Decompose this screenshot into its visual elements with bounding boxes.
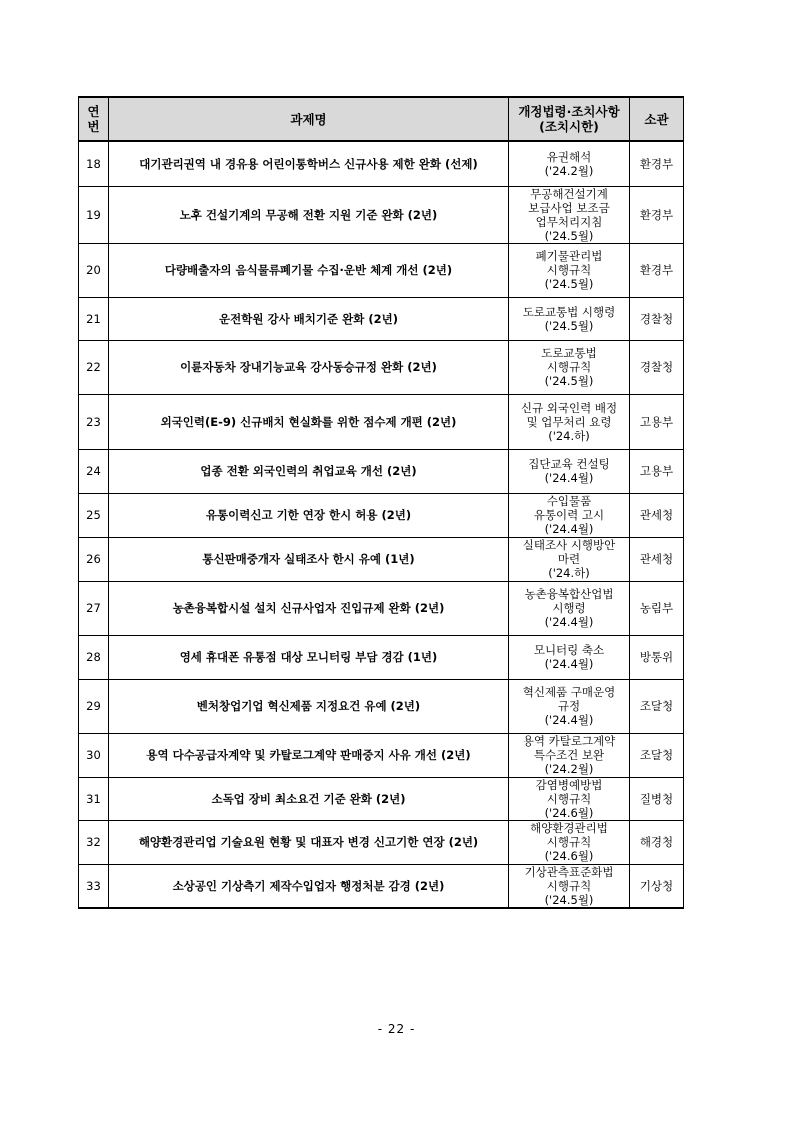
task-title: 노후 건설기계의 무공해 전환 지원 기준 완화 (2년): [109, 186, 509, 243]
table-row: [79, 297, 684, 340]
law-measure: [509, 297, 630, 340]
law-measure-line: 마련: [557, 552, 581, 566]
row-number: 32: [79, 820, 109, 864]
task-title: 영세 휴대폰 유통점 대상 모니터링 부담 경감 (1년): [109, 635, 509, 679]
task-title: 유통이력신고 기한 연장 한시 허용 (2년): [109, 493, 509, 537]
law-measure: [509, 394, 630, 449]
law-measure-line: 및 업무처리 요령: [526, 414, 612, 429]
responsible-agency: 관세청: [630, 537, 684, 581]
law-measure-line: ('24.4월): [544, 615, 594, 629]
law-measure-line: 모니터링 축소: [533, 643, 605, 657]
task-title: 벤처창업기업 혁신제품 지정요건 유예 (2년): [109, 679, 509, 733]
task-table: [78, 96, 684, 909]
law-measure-line: 실태조사 시행방안: [522, 538, 616, 552]
task-title: 이륜자동차 장내기능교육 강사동승규정 완화 (2년): [109, 340, 509, 394]
task-title: 농촌융복합시설 설치 신규사업자 진입규제 완화 (2년): [109, 581, 509, 635]
law-measure-line: 시행령: [552, 601, 586, 615]
law-measure-line: ('24.4월): [544, 713, 594, 727]
task-title: 해양환경관리업 기술요원 현황 및 대표자 변경 신고기한 연장 (2년): [109, 820, 509, 864]
law-measure: [509, 449, 630, 493]
law-measure-line: 규정: [557, 699, 581, 713]
law-measure-line: ('24.4월): [544, 471, 594, 485]
table-row: [79, 449, 684, 493]
law-measure: [509, 340, 630, 394]
row-number: 27: [79, 581, 109, 635]
responsible-agency: 질병청: [630, 777, 684, 820]
table-row: [79, 394, 684, 449]
law-measure: [509, 493, 630, 537]
law-measure-line: 도로교통법 시행령: [522, 304, 616, 319]
row-number: 30: [79, 733, 109, 777]
law-measure-line: 용역 카탈로그계약: [522, 734, 616, 748]
law-measure-line: 무공해건설기계: [530, 186, 608, 201]
table-row: [79, 635, 684, 679]
row-number: 19: [79, 186, 109, 243]
header-no: 연번: [79, 97, 109, 141]
law-measure-line: 기상관측표준화법: [524, 864, 614, 879]
table-row: [79, 340, 684, 394]
responsible-agency: 조달청: [630, 733, 684, 777]
law-measure: [509, 581, 630, 635]
law-measure-line: 신규 외국인력 배정: [520, 400, 618, 415]
law-measure-line: 유권해석: [546, 149, 592, 164]
row-number: 33: [79, 864, 109, 908]
task-title: 소독업 장비 최소요건 기준 완화 (2년): [109, 777, 509, 820]
row-number: 25: [79, 493, 109, 537]
header-law: [509, 97, 630, 141]
law-measure-line: 시행규칙: [546, 360, 592, 374]
law-measure-line: 집단교육 컨설팅: [528, 457, 610, 471]
task-title: 외국인력(E-9) 신규배치 현실화를 위한 점수제 개편 (2년): [109, 394, 509, 449]
law-measure-line: 유통이력 고시: [533, 508, 605, 522]
table-row: [79, 141, 684, 186]
law-measure-line: 시행규칙: [546, 263, 592, 277]
law-measure-line: 감염병예방법: [535, 777, 603, 792]
row-number: 28: [79, 635, 109, 679]
table-row: [79, 581, 684, 635]
header-law-line1: 개정법령·조치사항: [518, 104, 620, 119]
header-law-line2: (조치시한): [539, 119, 599, 134]
law-measure-line: ('24.하): [548, 566, 590, 580]
responsible-agency: 방통위: [630, 635, 684, 679]
law-measure-line: ('24.2월): [544, 762, 594, 776]
law-measure: [509, 820, 630, 864]
law-measure: [509, 733, 630, 777]
law-measure-line: 수입물품: [546, 494, 592, 508]
task-title: 통신판매중개자 실태조사 한시 유예 (1년): [109, 537, 509, 581]
law-measure: [509, 243, 630, 297]
table-row: [79, 733, 684, 777]
law-measure-line: ('24.하): [548, 428, 590, 443]
header-row: [79, 97, 684, 141]
table-row: [79, 186, 684, 243]
responsible-agency: 환경부: [630, 243, 684, 297]
law-measure-line: ('24.4월): [544, 657, 594, 671]
law-measure-line: ('24.6월): [544, 805, 594, 820]
law-measure-line: 농촌융복합산업법: [524, 587, 614, 601]
row-number: 22: [79, 340, 109, 394]
table-row: [79, 537, 684, 581]
responsible-agency: 경찰청: [630, 297, 684, 340]
law-measure-line: 시행규칙: [546, 878, 592, 893]
table-row: [79, 820, 684, 864]
responsible-agency: 경찰청: [630, 340, 684, 394]
law-measure: [509, 537, 630, 581]
law-measure-line: 시행규칙: [546, 791, 592, 806]
law-measure: [509, 186, 630, 243]
responsible-agency: 고용부: [630, 394, 684, 449]
table-row: [79, 493, 684, 537]
task-title: 운전학원 강사 배치기준 완화 (2년): [109, 297, 509, 340]
law-measure: [509, 679, 630, 733]
responsible-agency: 환경부: [630, 141, 684, 186]
law-measure-line: 혁신제품 구매운영: [522, 685, 616, 699]
law-measure-line: 업무처리지침: [535, 214, 603, 229]
law-measure-line: 해양환경관리법: [530, 821, 608, 835]
row-number: 20: [79, 243, 109, 297]
row-number: 23: [79, 394, 109, 449]
responsible-agency: 고용부: [630, 449, 684, 493]
law-measure-line: 도로교통법: [541, 346, 597, 360]
responsible-agency: 환경부: [630, 186, 684, 243]
task-title: 용역 다수공급자계약 및 카탈로그계약 판매중지 사유 개선 (2년): [109, 733, 509, 777]
law-measure: [509, 141, 630, 186]
task-title: 소상공인 기상측기 제작수입업자 행정처분 감경 (2년): [109, 864, 509, 908]
law-measure-line: 특수조건 보완: [533, 748, 605, 762]
law-measure: [509, 864, 630, 908]
law-measure-line: 시행규칙: [546, 835, 592, 849]
table-row: [79, 679, 684, 733]
row-number: 31: [79, 777, 109, 820]
law-measure-line: ('24.4월): [544, 522, 594, 536]
row-number: 18: [79, 141, 109, 186]
table-row: [79, 777, 684, 820]
law-measure: [509, 777, 630, 820]
responsible-agency: 기상청: [630, 864, 684, 908]
responsible-agency: 관세청: [630, 493, 684, 537]
task-title: 다량배출자의 음식물류폐기물 수집·운반 체계 개선 (2년): [109, 243, 509, 297]
law-measure-line: ('24.5월): [544, 374, 594, 388]
law-measure-line: ('24.5월): [544, 277, 594, 291]
law-measure-line: 보급사업 보조금: [528, 200, 610, 215]
header-org: 소관: [630, 97, 684, 141]
law-measure-line: ('24.6월): [544, 849, 594, 863]
table-row: [79, 243, 684, 297]
law-measure-line: ('24.5월): [544, 892, 594, 907]
row-number: 24: [79, 449, 109, 493]
task-title: 업종 전환 외국인력의 취업교육 개선 (2년): [109, 449, 509, 493]
responsible-agency: 조달청: [630, 679, 684, 733]
row-number: 29: [79, 679, 109, 733]
law-measure: [509, 635, 630, 679]
responsible-agency: 해경청: [630, 820, 684, 864]
page-number: - 22 -: [377, 1022, 416, 1036]
law-measure-line: ('24.5월): [544, 318, 594, 333]
task-title: 대기관리권역 내 경유용 어린이통학버스 신규사용 제한 완화 (선제): [109, 141, 509, 186]
law-measure-line: ('24.2월): [544, 163, 594, 178]
table-row: [79, 864, 684, 908]
row-number: 21: [79, 297, 109, 340]
row-number: 26: [79, 537, 109, 581]
law-measure-line: 폐기물관리법: [535, 249, 603, 263]
header-title: 과제명: [109, 97, 509, 141]
responsible-agency: 농림부: [630, 581, 684, 635]
law-measure-line: ('24.5월): [544, 228, 594, 243]
